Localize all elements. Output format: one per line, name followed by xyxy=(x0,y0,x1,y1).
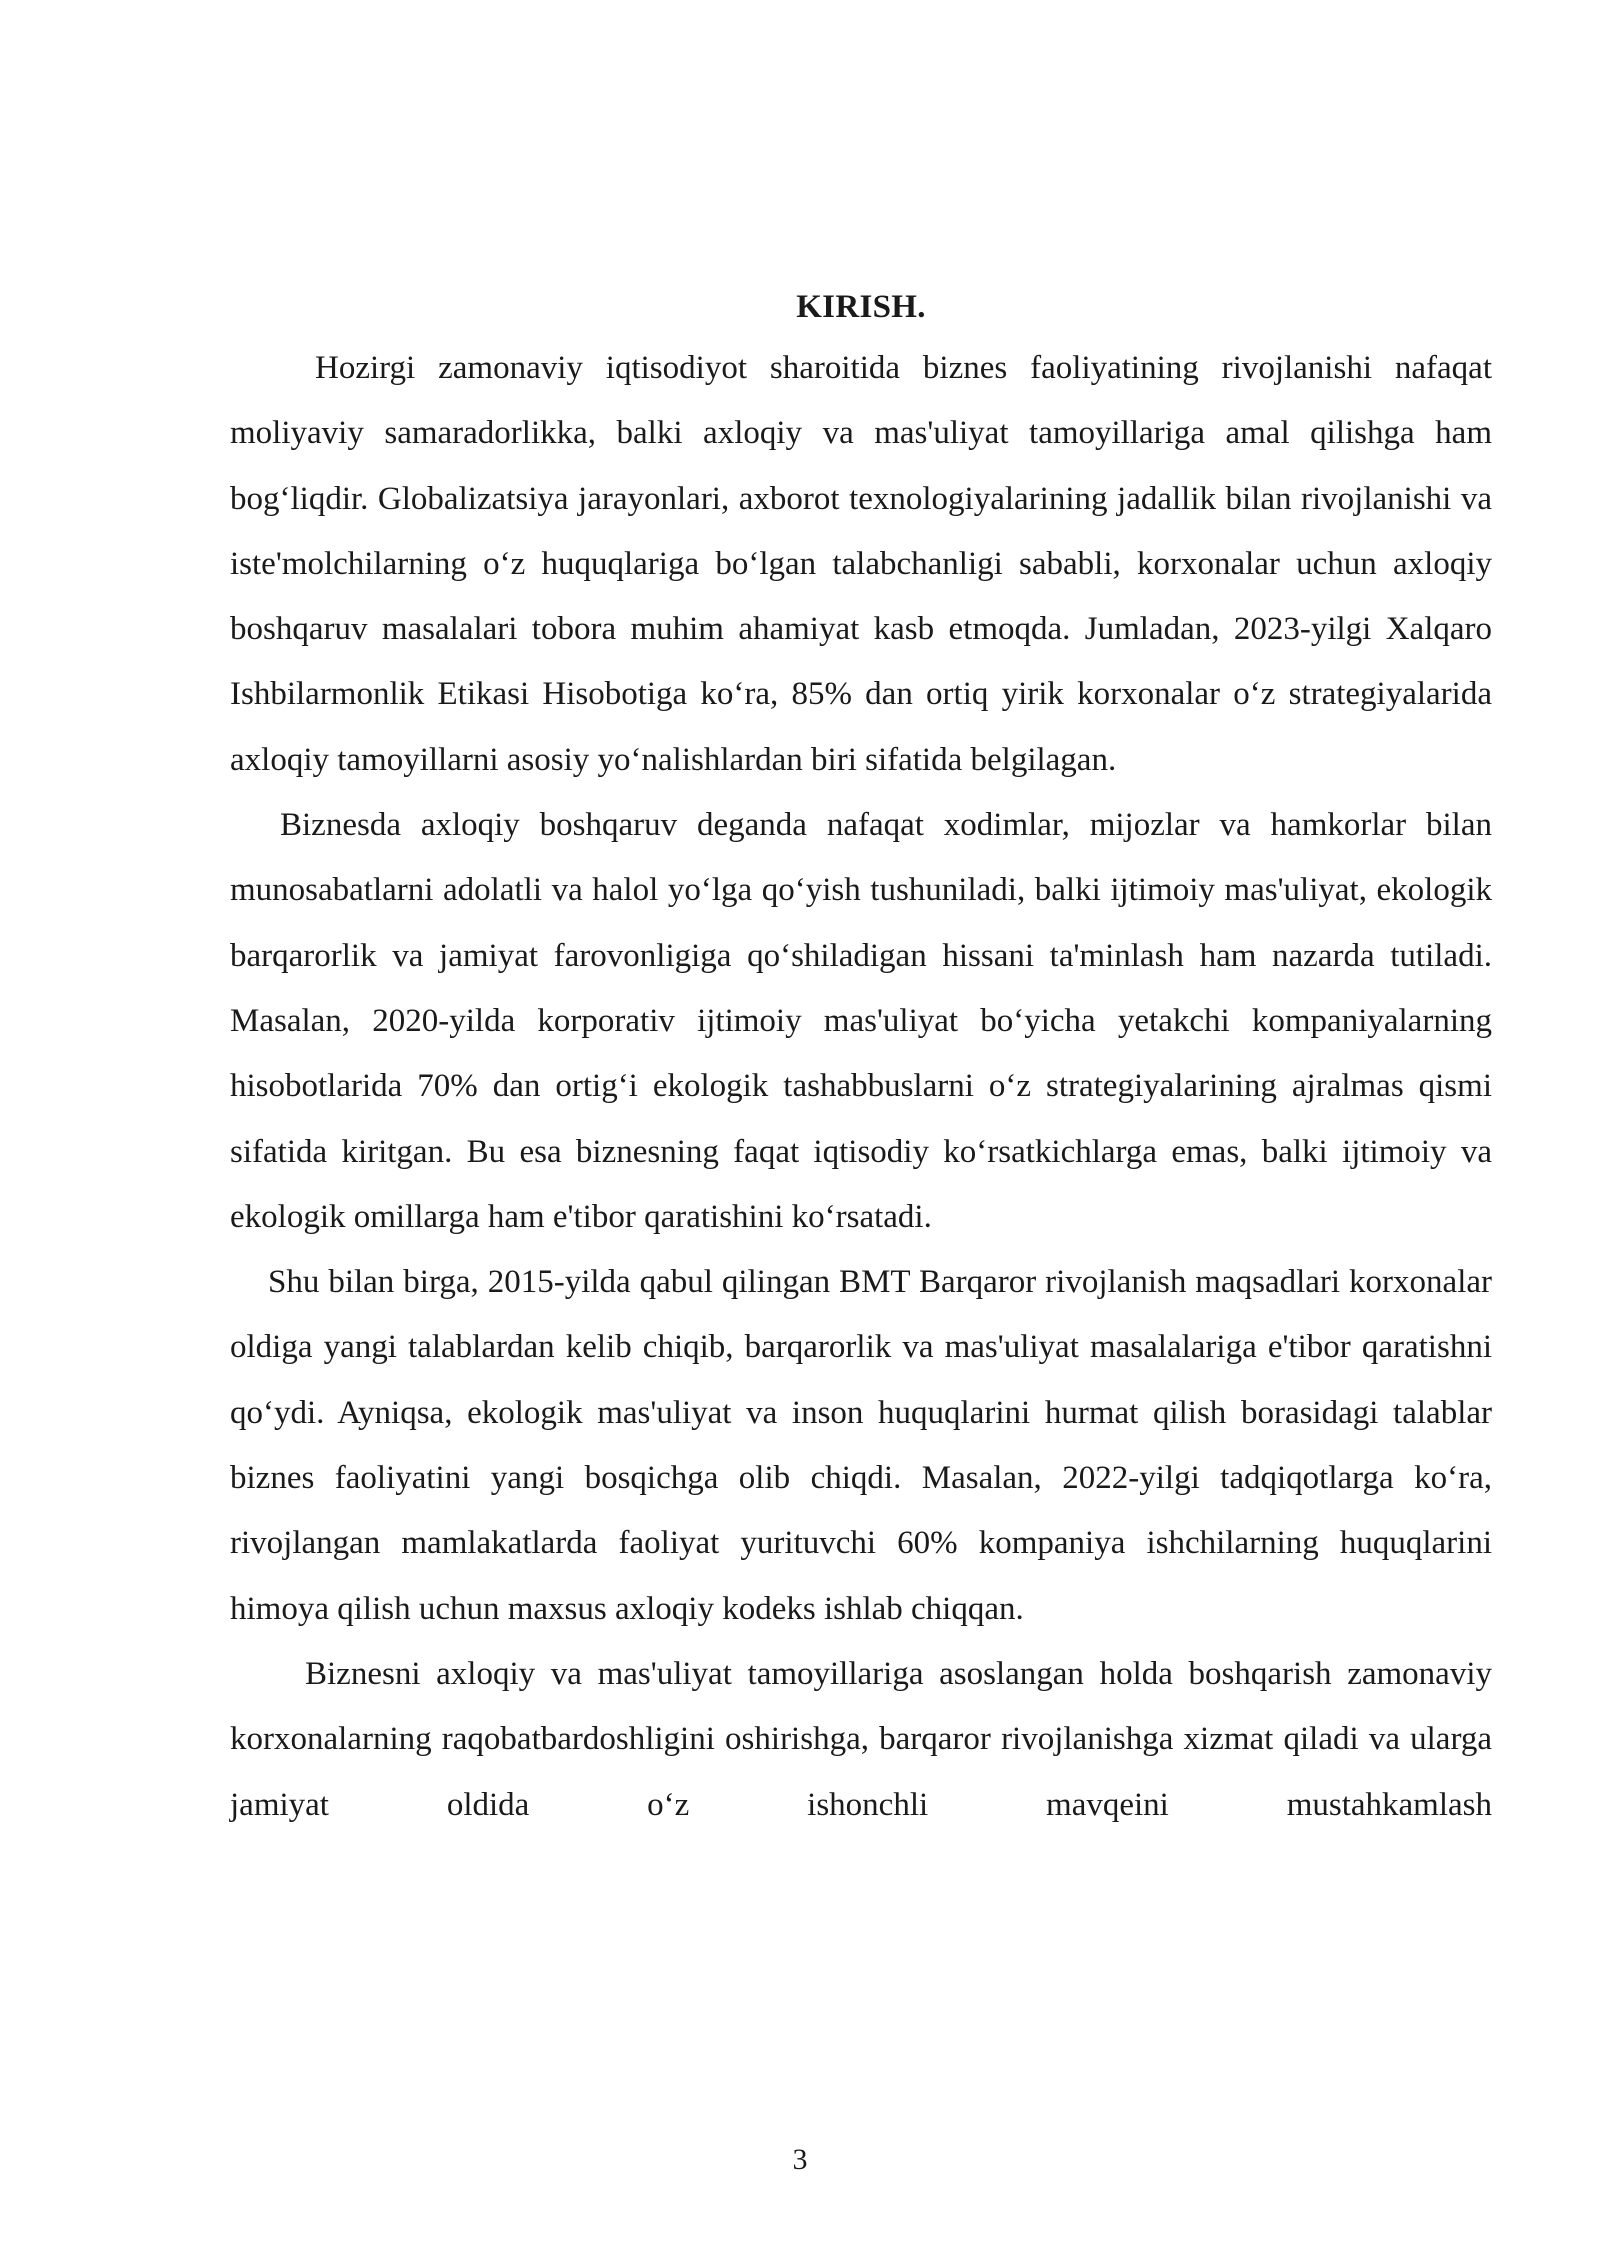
paragraph-4: Biznesni axloqiy va mas'uliyat tamoyillariga asoslangan holda boshqarish zamonaviy korxonalarning raqobatbardoshligini oshirishga, barqaror rivojlanishga xizmat qiladi va ularga jamiyat oldida o‘z ishonchli mavqeini mustahkamlash xyxy=(230,1655,1492,1823)
page-content xyxy=(230,282,1492,1838)
section-heading: KIRISH. xyxy=(796,289,926,325)
paragraph-1: Hozirgi zamonaviy iqtisodiyot sharoitida biznes faoliyatining rivojlanishi nafaqat moliyaviy samaradorlikka, balki axloqiy va mas'uliyat tamoyillariga amal qilishga ham bog‘liqdir. Globalizatsiya jarayonlari, axborot texnologiyalarining jadallik bilan rivojlanishi va iste'molchilarning o‘z huquqlariga bo‘lgan talabchanligi sababli, korxonalar uchun axloqiy boshqaruv masalalari tobora muhim ahamiyat kasb etmoqda. Jumladan, 2023-yilgi Xalqaro Ishbilarmonlik Etikasi Hisobotiga ko‘ra, 85% dan ortiq yirik korxonalar o‘z strategiyalarida axloqiy tamoyillarni asosiy yo‘nalishlardan biri sifatida belgilagan. xyxy=(230,350,1492,778)
paragraph-2: Biznesda axloqiy boshqaruv deganda nafaqat xodimlar, mijozlar va hamkorlar bilan munosabatlarni adolatli va halol yo‘lga qo‘yish tushuniladi, balki ijtimoiy mas'uliyat, ekologik barqarorlik va jamiyat farovonligiga qo‘shiladigan hissani ta'minlash ham nazarda tutiladi. Masalan, 2020-yilda korporativ ijtimoiy mas'uliyat bo‘yicha yetakchi kompaniyalarning hisobotlarida 70% dan ortig‘i ekologik tashabbuslarni o‘z strategiyalarining ajralmas qismi sifatida kiritgan. Bu esa biznesning faqat iqtisodiy ko‘rsatkichlarga emas, balki ijtimoiy va ekologik omillarga ham e'tibor qaratishini ko‘rsatadi. xyxy=(230,807,1492,1235)
page-number: 3 xyxy=(792,2143,808,2176)
paragraph-3: Shu bilan birga, 2015-yilda qabul qilingan BMT Barqaror rivojlanish maqsadlari korxonalar oldiga yangi talablardan kelib chiqib, barqarorlik va mas'uliyat masalalariga e'tibor qaratishni qo‘ydi. Ayniqsa, ekologik mas'uliyat va inson huquqlarini hurmat qilish borasidagi talablar biznes faoliyatini yangi bosqichga olib chiqdi. Masalan, 2022-yilgi tadqiqotlarga ko‘ra, rivojlangan mamlakatlarda faoliyat yurituvchi 60% kompaniya ishchilarning huquqlarini himoya qilish uchun maxsus axloqiy kodeks ishlab chiqqan. xyxy=(230,1264,1492,1627)
